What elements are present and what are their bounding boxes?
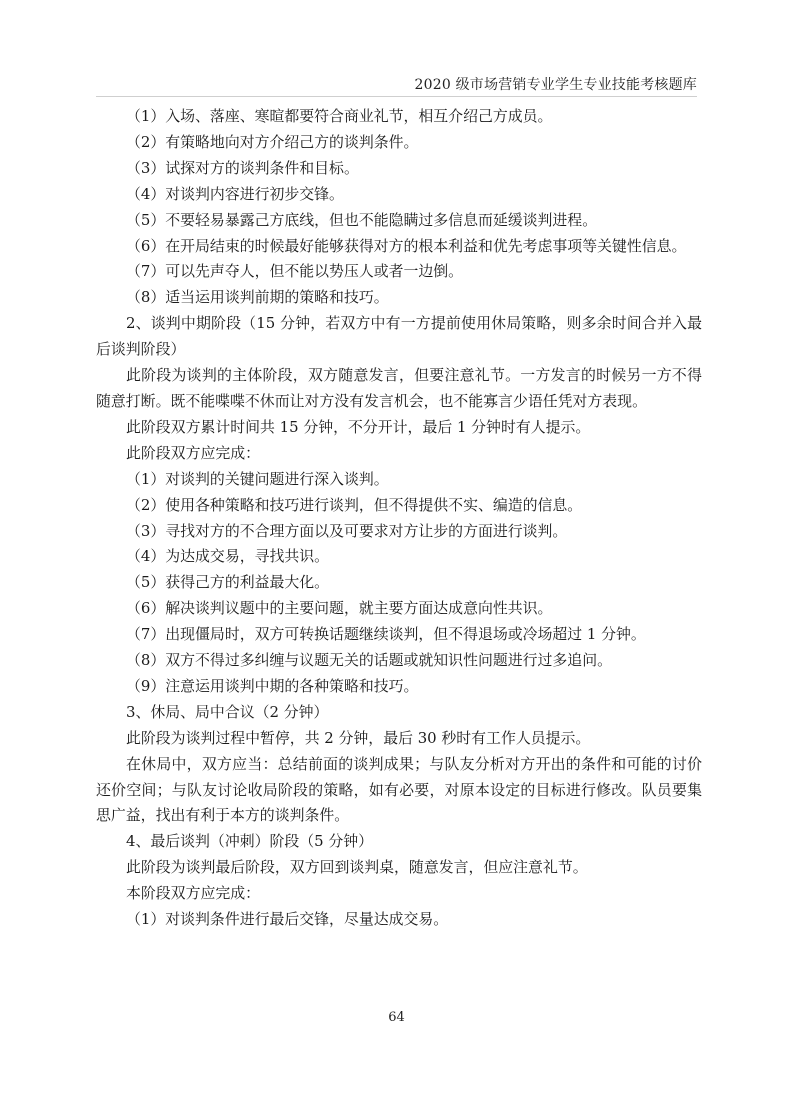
paragraph: （5）获得己方的利益最大化。 — [126, 573, 330, 592]
paragraph: 在休局中，双方应当：总结前面的谈判成果；与队友分析对方开出的条件和可能的讨价还价空间；与队友讨论收局阶段的策略，如有必要，对原本设定的目标进行修改。队员要集思广益，找出有利于本方的谈判条件。 — [96, 754, 702, 825]
paragraph: 此阶段双方应完成： — [126, 443, 261, 462]
paragraph: （4）为达成交易，寻找共识。 — [126, 547, 330, 566]
paragraph: （9）注意运用谈判中期的各种策略和技巧。 — [126, 676, 419, 695]
paragraph: （4）对谈判内容进行初步交锋。 — [126, 184, 344, 203]
paragraph: （1）对谈判条件进行最后交锋，尽量达成交易。 — [126, 910, 449, 929]
paragraph: （1）对谈判的关键问题进行深入谈判。 — [126, 469, 389, 488]
paragraph: （7）可以先声夺人，但不能以势压人或者一边倒。 — [126, 262, 464, 281]
paragraph: （1）入场、落座、寒暄都要符合商业礼节，相互介绍己方成员。 — [126, 107, 553, 125]
paragraph: （8）双方不得过多纠缠与议题无关的话题或就知识性问题进行过多追问。 — [126, 651, 612, 670]
paragraph: （8）适当运用谈判前期的策略和技巧。 — [126, 288, 389, 307]
running-header: 2020 级市场营销专业学生专业技能考核题库 — [414, 77, 697, 93]
paragraph: （3）寻找对方的不合理方面以及可要求对方让步的方面进行谈判。 — [126, 521, 568, 540]
paragraph: 此阶段双方累计时间共 15 分钟，不分开计，最后 1 分钟时有人提示。 — [126, 417, 591, 436]
section-heading: 4、最后谈判（冲刺）阶段（5 分钟） — [126, 832, 374, 851]
paragraph: 本阶段双方应完成： — [126, 884, 261, 903]
section-heading: 2、谈判中期阶段（15 分钟，若双方中有一方提前使用休局策略，则多余时间合并入最后谈判阶段） — [96, 314, 702, 359]
paragraph: 此阶段为谈判过程中暂停，共 2 分钟，最后 30 秒时有工作人员提示。 — [126, 728, 591, 747]
paragraph: （7）出现僵局时，双方可转换话题继续谈判，但不得退场或冷场超过 1 分钟。 — [126, 625, 646, 644]
paragraph: 此阶段为谈判最后阶段，双方回到谈判桌，随意发言，但应注意礼节。 — [126, 858, 588, 877]
paragraph: 此阶段为谈判的主体阶段，双方随意发言，但要注意礼节。一方发言的时候另一方不得随意打断。既不能喋喋不休而让对方没有发言机会，也不能寡言少语任凭对方表现。 — [96, 366, 702, 410]
paragraph: （5）不要轻易暴露己方底线，但也不能隐瞒过多信息而延缓谈判进程。 — [126, 210, 598, 229]
paragraph: （6）在开局结束的时候最好能够获得对方的根本利益和优先考虑事项等关键性信息。 — [126, 236, 687, 255]
paragraph: （3）试探对方的谈判条件和目标。 — [126, 158, 359, 177]
page-number: 64 — [388, 1010, 405, 1025]
section-heading: 3、休局、局中合议（2 分钟） — [126, 702, 329, 721]
paragraph: （2）使用各种策略和技巧进行谈判，但不得提供不实、编造的信息。 — [126, 495, 583, 514]
paragraph: （2）有策略地向对方介绍己方的谈判条件。 — [126, 132, 419, 151]
paragraph: （6）解决谈判议题中的主要问题，就主要方面达成意向性共识。 — [126, 599, 553, 618]
page-body — [96, 104, 702, 933]
header-divider — [96, 96, 697, 97]
